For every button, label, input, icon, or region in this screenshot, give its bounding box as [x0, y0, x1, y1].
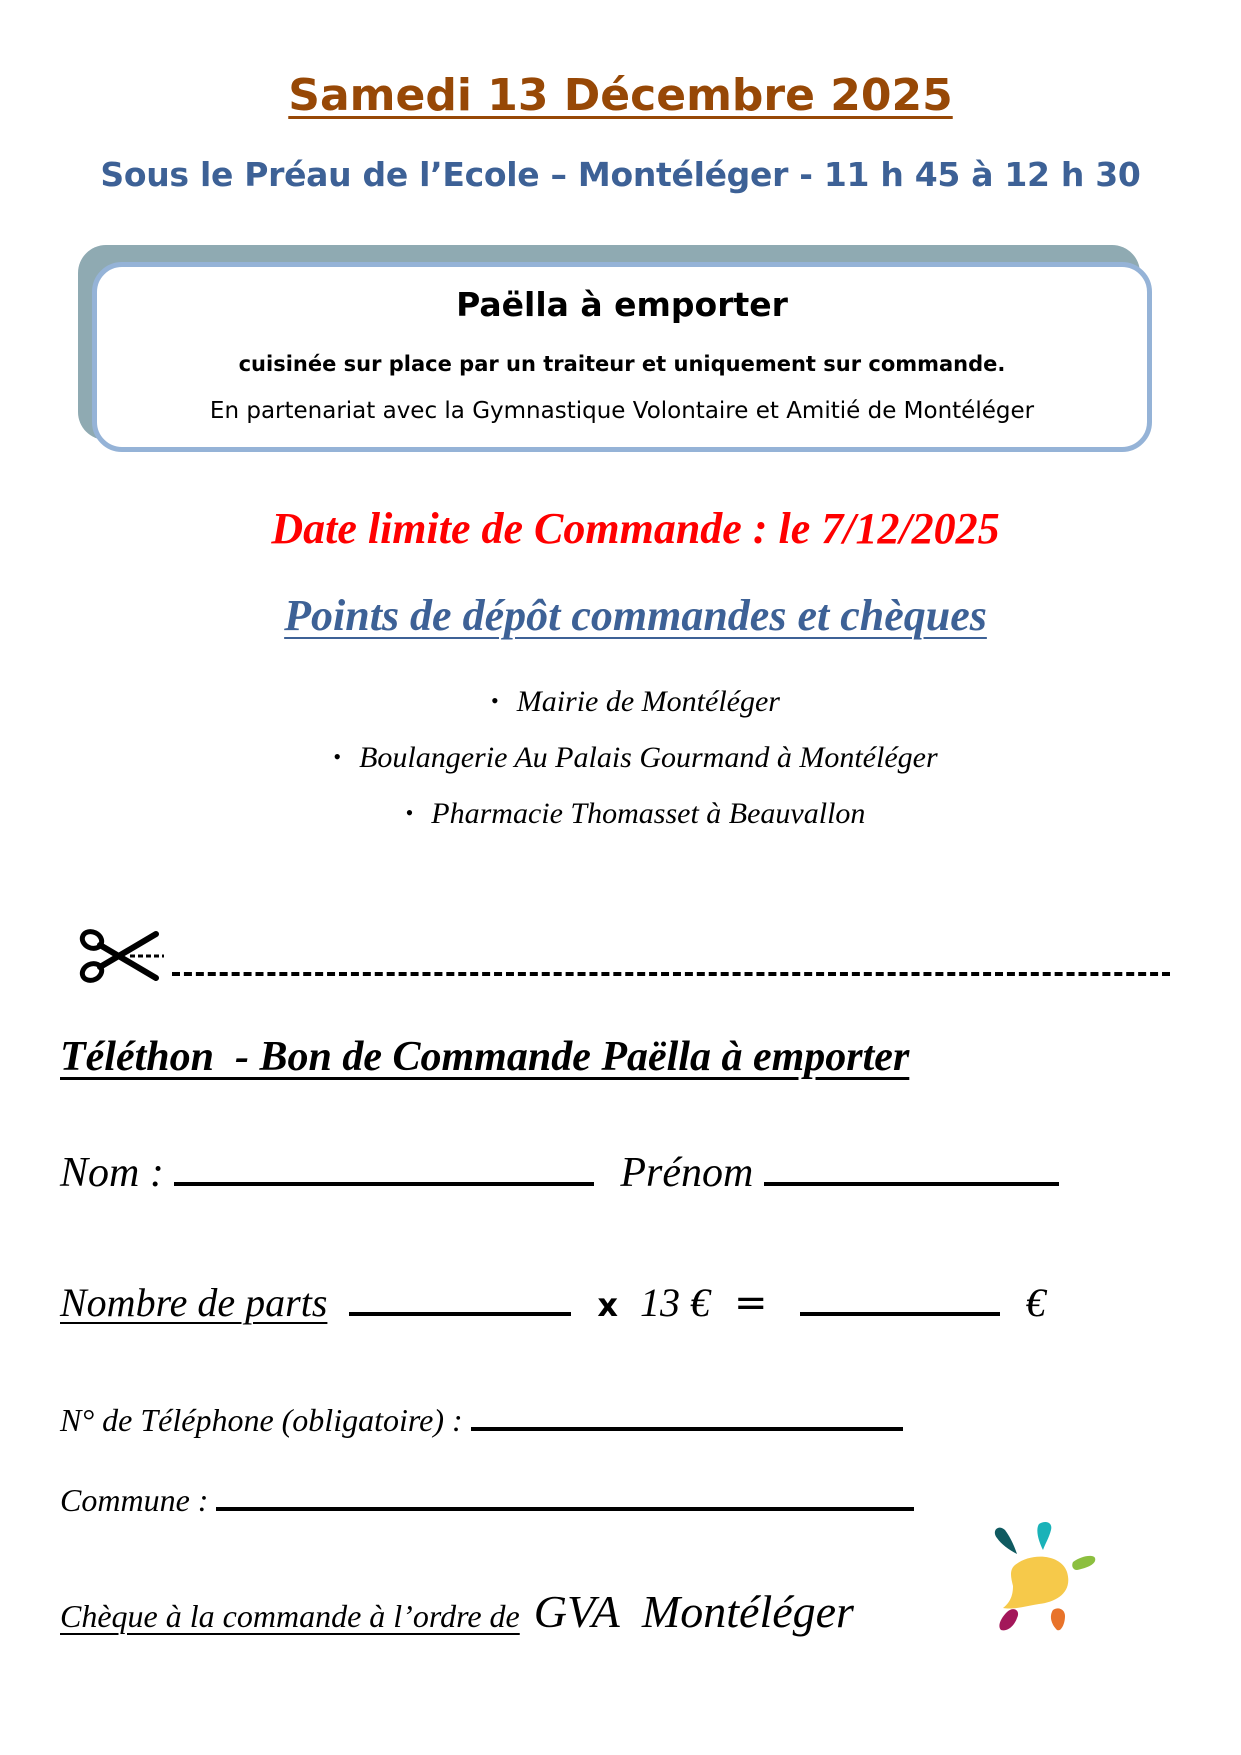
unit-price: 13 €: [640, 1280, 711, 1325]
phone-field[interactable]: [471, 1427, 903, 1431]
order-form-title: [60, 1032, 909, 1082]
event-date-heading: [0, 70, 1241, 122]
list-item: [30, 731, 1241, 787]
bullet-icon: •: [491, 688, 499, 713]
scissors-icon: [78, 928, 164, 984]
info-box-partnership: En partenariat avec la Gymnastique Volontaire et Amitié de Montéléger: [209, 398, 1035, 424]
drop-points-list: [0, 675, 1241, 843]
drop-point-label: Pharmacie Thomasset à Beauvallon: [431, 797, 866, 830]
nom-label: Nom :: [60, 1150, 175, 1196]
drop-point-label: Boulangerie Au Palais Gourmand à Montéléger: [359, 741, 938, 774]
currency-symbol: €: [1025, 1280, 1046, 1325]
quantity-row: [60, 1278, 1046, 1330]
phone-row: [60, 1400, 903, 1440]
name-row: [60, 1148, 1059, 1198]
info-box-subtitle: cuisinée sur place par un traiteur et uniquement sur commande.: [238, 352, 1006, 376]
prenom-field[interactable]: [764, 1182, 1059, 1186]
commune-row: [60, 1480, 914, 1520]
bullet-icon: •: [405, 800, 414, 825]
phone-label: N° de Téléphone (obligatoire) :: [60, 1402, 471, 1438]
commune-label: Commune :: [60, 1482, 217, 1518]
drop-point-label: Mairie de Montéléger: [516, 685, 780, 718]
nom-field[interactable]: [174, 1182, 594, 1186]
list-item: [30, 675, 1241, 731]
event-date-text: Samedi 13 Décembre 2025: [288, 70, 953, 121]
gva-sun-logo-icon: [985, 1520, 1110, 1635]
total-amount-field[interactable]: [800, 1312, 1000, 1316]
parts-quantity-field[interactable]: [349, 1312, 571, 1316]
multiply-sign: x: [597, 1286, 619, 1324]
cheque-row: [60, 1588, 854, 1640]
info-box-title: Paëlla à emporter: [456, 285, 788, 324]
cut-dashed-line: [172, 972, 1170, 976]
equals-sign: =: [734, 1280, 768, 1326]
list-item: [30, 787, 1241, 843]
prenom-label: Prénom: [620, 1150, 764, 1196]
cheque-label: Chèque à la commande à l’ordre de: [60, 1598, 520, 1634]
commune-field[interactable]: [216, 1507, 914, 1511]
drop-points-title: [0, 590, 1241, 642]
cheque-payee: GVA Montéléger: [533, 1586, 854, 1637]
bullet-icon: •: [333, 744, 342, 769]
parts-label: Nombre de parts: [60, 1280, 328, 1325]
drop-points-title-text: Points de dépôt commandes et chèques: [284, 591, 987, 640]
order-deadline: Date limite de Commande : le 7/12/2025: [271, 504, 1000, 553]
event-place-subheading: Sous le Préau de l’Ecole – Montéléger - 11 h 45 à 12 h 30: [100, 155, 1141, 194]
order-form-title-text: Téléthon - Bon de Commande Paëlla à emporter: [60, 1034, 910, 1080]
